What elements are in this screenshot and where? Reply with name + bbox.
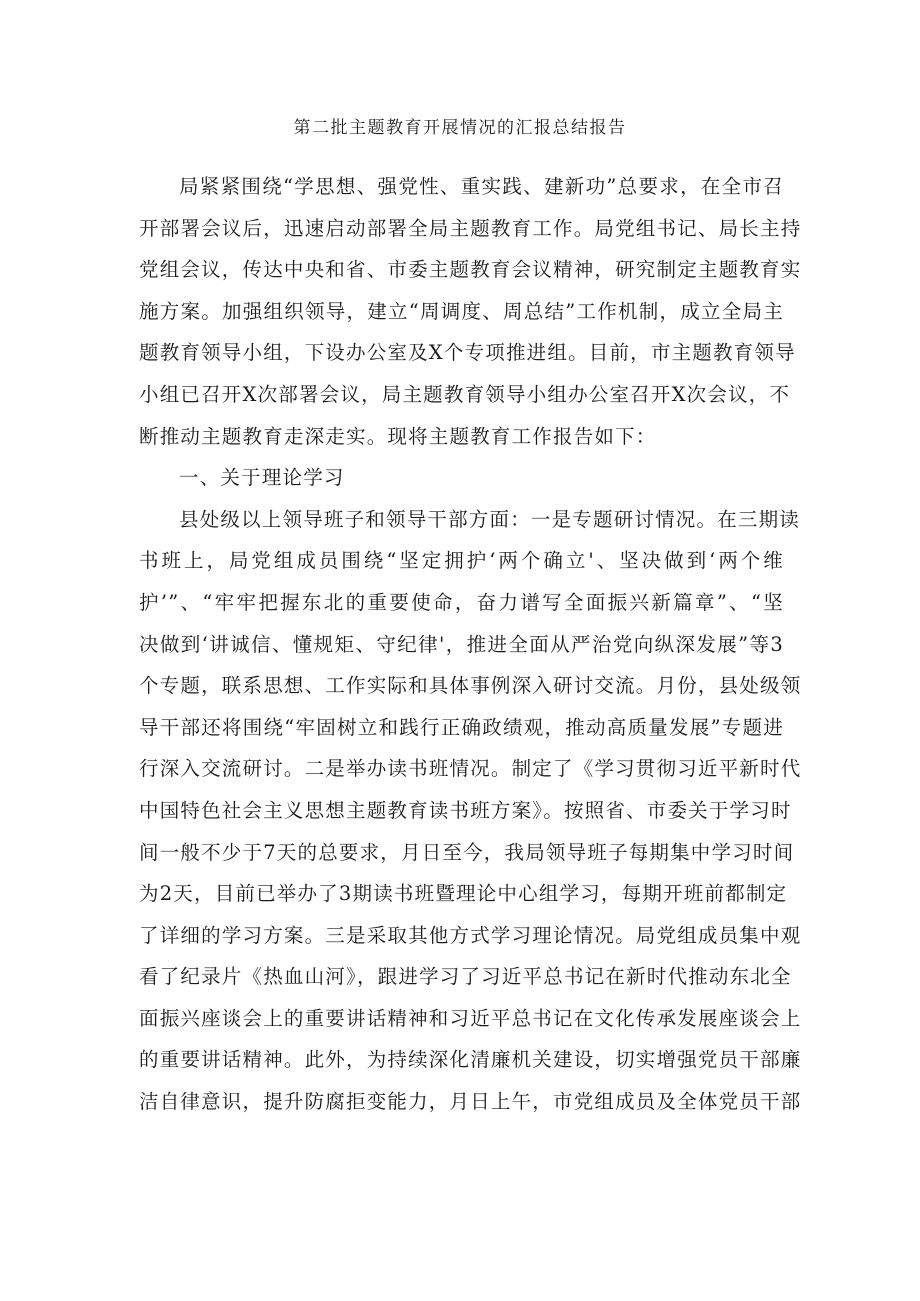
body-line: 中国特色社会主义思想主题教育读书班方案》。按照省、市委关于学习时 [139, 798, 792, 822]
body-line: 导干部还将围绕“牢固树立和践行正确政绩观，推动高质量发展”专题进 [139, 715, 784, 739]
body-line: 洁自律意识，提升防腐拒变能力，月日上午，市党组成员及全体党员干部 [139, 1090, 802, 1114]
body-line: 的重要讲话精神。此外，为持续深化清廉机关建设，切实增强党员干部廉 [139, 1048, 802, 1072]
body-line: 小组已召开X次部署会议，局主题教育领导小组办公室召开X次会议，不 [139, 382, 791, 406]
body-line: 党组会议，传达中央和省、市委主题教育会议精神，研究制定主题教育实 [139, 258, 802, 282]
body-line: 决做到‘讲诚信、懂规矩、守纪律'，推进全面从严治党向纵深发展”等3 [139, 632, 784, 656]
section-heading: 一、关于理论学习 [179, 466, 345, 490]
body-line: 县处级以上领导班子和领导干部方面：一是专题研讨情况。在三期读 [179, 507, 801, 531]
body-line: 断推动主题教育走深走实。现将主题教育工作报告如下： [139, 424, 657, 448]
body-line: 题教育领导小组，下设办公室及X个专项推进组。目前，市主题教育领导 [139, 341, 796, 365]
body-line: 个专题，联系思想、工作实际和具体事例深入研讨交流。月份，县处级领 [139, 674, 802, 698]
body-line: 开部署会议后，迅速启动部署全局主题教育工作。局党组书记、局长主持 [139, 216, 802, 240]
body-line: 面振兴座谈会上的重要讲话精神和习近平总书记在文化传承发展座谈会上 [139, 1006, 802, 1030]
document-body [139, 166, 802, 1123]
body-line: 看了纪录片《热血山河》，跟进学习了习近平总书记在新时代推动东北全 [139, 965, 792, 989]
body-line: 间一般不少于7天的总要求，月日至今，我局领导班子每期集中学习时间 [139, 840, 795, 864]
body-line: 书班上，局党组成员围绕“坚定拥护‘两个确立'、坚决做到‘两个维 [139, 549, 784, 573]
document-title: 第二批主题教育开展情况的汇报总结报告 [293, 118, 627, 138]
body-line: 为2天，目前已举办了3期读书班暨理论中心组学习，每期开班前都制定 [139, 882, 788, 906]
body-line: 行深入交流研讨。二是举办读书班情况。制定了《学习贯彻习近平新时代 [139, 757, 802, 781]
body-line: 局紧紧围绕“学思想、强党性、重实践、建新功”总要求，在全市召 [179, 175, 784, 198]
body-line: 护’”、“牢牢把握东北的重要使命，奋力谱写全面振兴新篇章”、“坚 [139, 590, 784, 614]
body-line: 施方案。加强组织领导，建立“周调度、周总结”工作机制，成立全局主 [139, 299, 784, 323]
body-line: 了详细的学习方案。三是采取其他方式学习理论情况。局党组成员集中观 [139, 923, 802, 947]
